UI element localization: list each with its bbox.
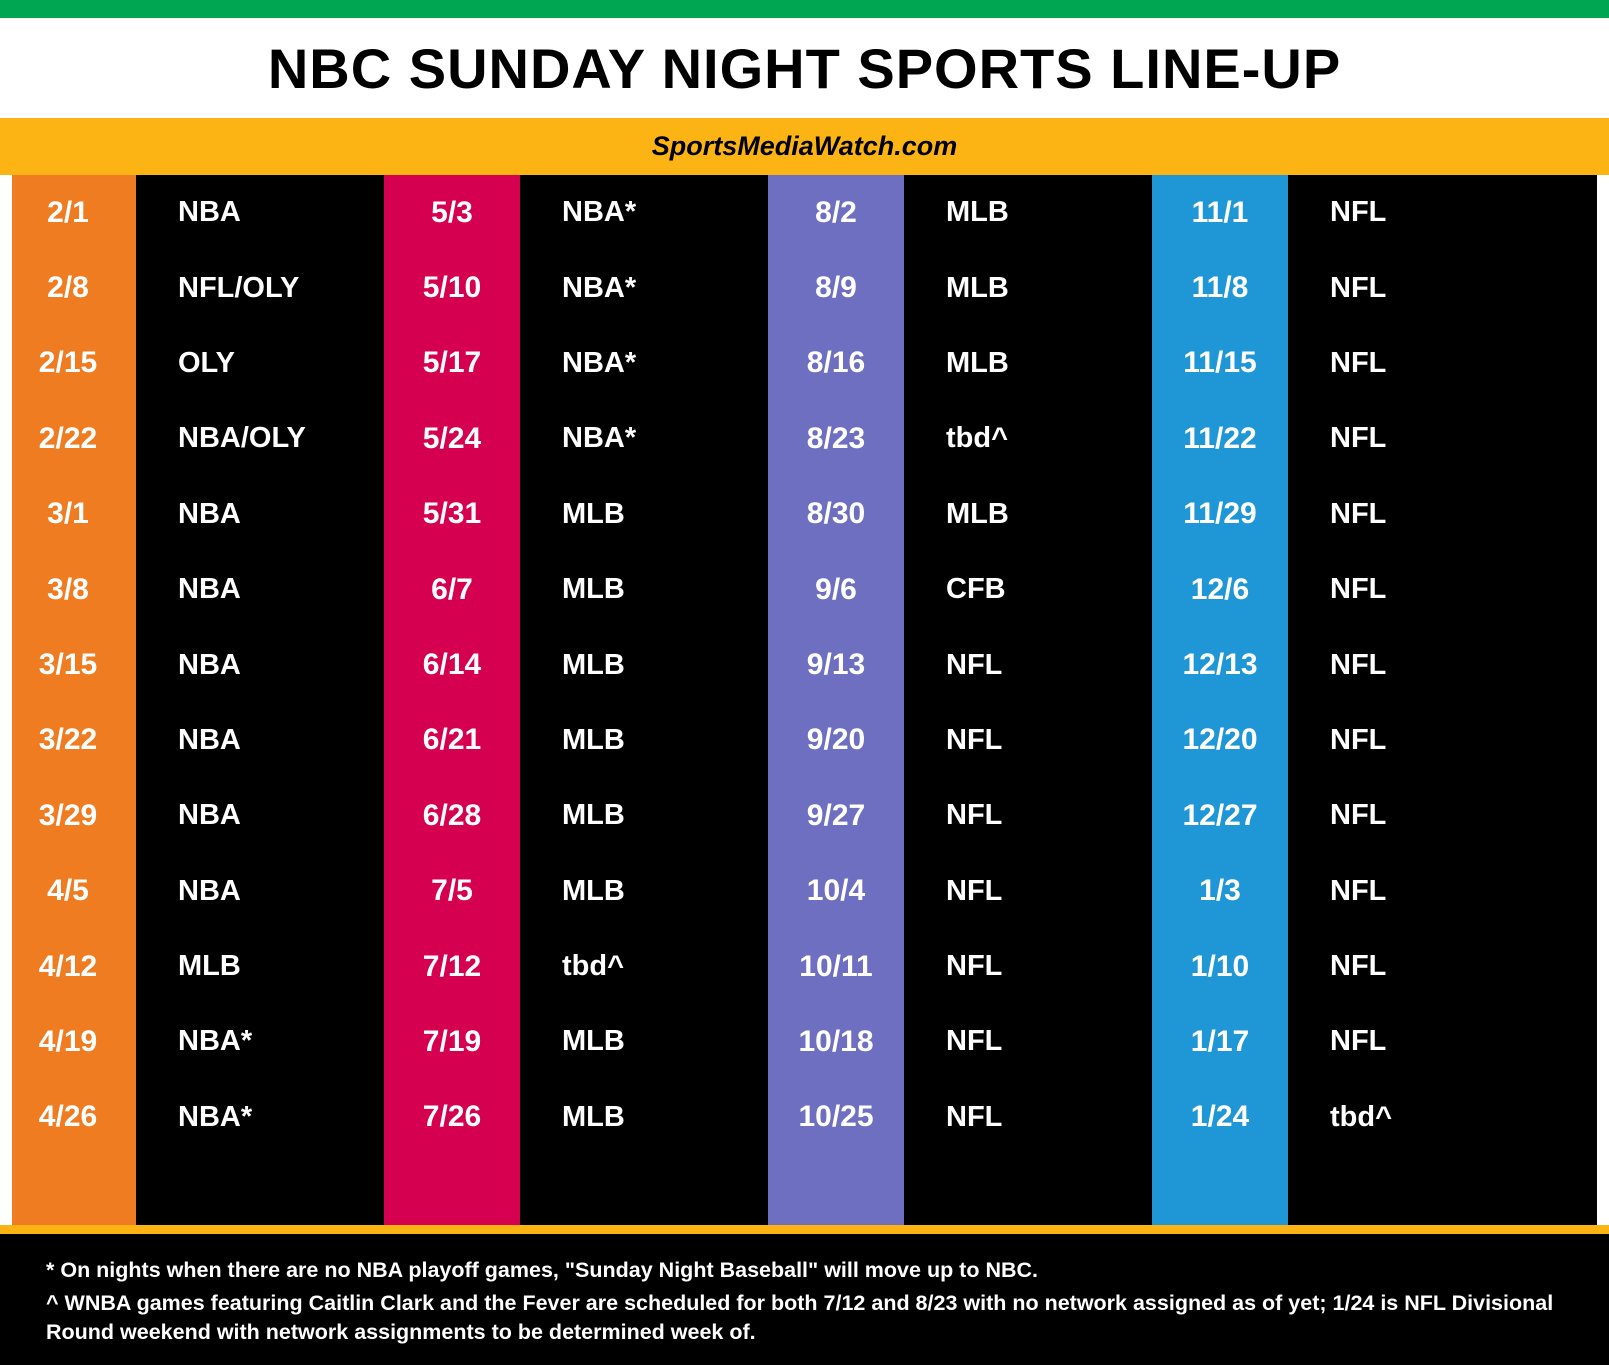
sport-cell: NFL xyxy=(1288,401,1536,476)
date-column-3 xyxy=(768,175,904,1225)
footnotes xyxy=(0,1234,1609,1365)
date-cell: 5/24 xyxy=(422,421,482,455)
sport-cell: OLY xyxy=(136,326,384,401)
sport-cell: MLB xyxy=(904,250,1152,325)
date-cell: 6/7 xyxy=(431,572,473,606)
sport-cell: NFL/OLY xyxy=(136,250,384,325)
date-cell: 3/22 xyxy=(38,723,98,757)
title-band xyxy=(0,18,1609,118)
sport-cell: NFL xyxy=(904,627,1152,702)
date-cell: 5/31 xyxy=(422,497,482,531)
date-cell: 8/2 xyxy=(815,195,857,229)
date-cell: 1/10 xyxy=(1190,949,1250,983)
date-cell: 5/3 xyxy=(431,195,473,229)
date-cell: 8/16 xyxy=(806,346,866,380)
date-cell: 3/29 xyxy=(38,798,98,832)
sport-cell: NBA xyxy=(136,854,384,929)
sport-cell: NBA* xyxy=(520,250,768,325)
date-cell: 12/20 xyxy=(1182,723,1258,757)
date-cell: 9/6 xyxy=(815,572,857,606)
sport-cell: MLB xyxy=(520,1004,768,1079)
sport-cell: MLB xyxy=(136,929,384,1004)
date-cell: 2/1 xyxy=(47,195,89,229)
sport-cell: MLB xyxy=(520,1080,768,1155)
sport-cell: MLB xyxy=(520,477,768,552)
date-cell: 6/21 xyxy=(422,723,482,757)
date-cell: 7/12 xyxy=(422,949,482,983)
date-cell: 10/25 xyxy=(798,1100,874,1134)
sport-cell: NBA* xyxy=(520,401,768,476)
date-cell: 12/13 xyxy=(1182,648,1258,682)
sport-cell: NFL xyxy=(1288,552,1536,627)
date-cell: 1/24 xyxy=(1190,1100,1250,1134)
sport-cell: NFL xyxy=(1288,778,1536,853)
sport-cell: tbd^ xyxy=(1288,1080,1536,1155)
sport-cell: NFL xyxy=(1288,703,1536,778)
date-cell: 7/19 xyxy=(422,1024,482,1058)
sport-cell: MLB xyxy=(520,552,768,627)
date-cell: 10/11 xyxy=(799,949,873,983)
date-cell: 2/22 xyxy=(38,421,98,455)
left-edge-margin xyxy=(0,175,12,1225)
date-cell: 5/17 xyxy=(422,346,482,380)
date-cell: 1/17 xyxy=(1190,1024,1250,1058)
date-cell: 3/15 xyxy=(38,648,98,682)
sport-cell: MLB xyxy=(904,477,1152,552)
sport-cell: NFL xyxy=(1288,929,1536,1004)
sport-cell: NFL xyxy=(904,703,1152,778)
date-column-1 xyxy=(0,175,136,1225)
source-credit: SportsMediaWatch.com xyxy=(651,131,958,161)
sport-cell: MLB xyxy=(904,175,1152,250)
date-cell: 11/15 xyxy=(1183,346,1257,380)
sport-cell: CFB xyxy=(904,552,1152,627)
sport-cell: NBA xyxy=(136,778,384,853)
sport-cell: NFL xyxy=(1288,627,1536,702)
date-cell: 12/27 xyxy=(1182,798,1258,832)
bottom-accent-bar xyxy=(0,1225,1609,1234)
date-column-2 xyxy=(384,175,520,1225)
schedule-grid xyxy=(0,175,1609,1225)
date-cell: 5/10 xyxy=(422,271,482,305)
sport-cell: NBA xyxy=(136,627,384,702)
sport-cell: NFL xyxy=(904,778,1152,853)
sport-cell: MLB xyxy=(904,326,1152,401)
date-cell: 4/19 xyxy=(38,1024,98,1058)
date-cell: 11/22 xyxy=(1183,421,1257,455)
sport-cell: MLB xyxy=(520,627,768,702)
sport-column-2 xyxy=(520,175,768,1225)
sport-cell: MLB xyxy=(520,778,768,853)
sport-cell: NFL xyxy=(904,854,1152,929)
date-cell: 1/3 xyxy=(1199,874,1241,908)
date-cell: 9/13 xyxy=(806,648,866,682)
sport-cell: NFL xyxy=(904,1004,1152,1079)
sport-cell: NFL xyxy=(1288,854,1536,929)
sport-cell: NBA xyxy=(136,175,384,250)
top-accent-bar xyxy=(0,0,1609,18)
date-column-4 xyxy=(1152,175,1288,1225)
date-cell: 8/30 xyxy=(806,497,866,531)
sport-cell: NFL xyxy=(904,929,1152,1004)
sport-column-1 xyxy=(136,175,384,1225)
page-title: NBC SUNDAY NIGHT SPORTS LINE-UP xyxy=(267,36,1342,100)
date-cell: 2/15 xyxy=(38,346,98,380)
sport-cell: NFL xyxy=(1288,250,1536,325)
date-cell: 2/8 xyxy=(47,271,89,305)
date-cell: 12/6 xyxy=(1190,572,1250,606)
sport-cell: NFL xyxy=(1288,1004,1536,1079)
date-cell: 9/20 xyxy=(806,723,866,757)
sport-column-4 xyxy=(1288,175,1536,1225)
date-cell: 10/4 xyxy=(806,874,866,908)
sport-cell: MLB xyxy=(520,703,768,778)
date-cell: 8/9 xyxy=(815,271,857,305)
footnote-asterisk: * On nights when there are no NBA playoff games, "Sunday Night Baseball" will move up to NBC. xyxy=(46,1257,1039,1282)
right-edge-margin xyxy=(1597,175,1609,1225)
sport-cell: NBA xyxy=(136,477,384,552)
date-cell: 3/8 xyxy=(47,572,89,606)
sport-cell: NFL xyxy=(1288,477,1536,552)
source-band xyxy=(0,118,1609,175)
sport-cell: NBA* xyxy=(520,326,768,401)
sport-cell: NBA* xyxy=(520,175,768,250)
date-cell: 7/5 xyxy=(431,874,473,908)
date-cell: 11/8 xyxy=(1191,271,1249,305)
date-cell: 7/26 xyxy=(422,1100,482,1134)
sport-column-3 xyxy=(904,175,1152,1225)
date-cell: 9/27 xyxy=(806,798,866,832)
date-cell: 8/23 xyxy=(806,421,866,455)
footnote-caret: ^ WNBA games featuring Caitlin Clark and the Fever are scheduled for both 7/12 and 8/23 with no network assigned as of yet; 1/24 is NFL Divisional Round weekend with network assignments to be determined week of. xyxy=(46,1290,1554,1344)
date-cell: 11/1 xyxy=(1191,195,1249,229)
sport-cell: NFL xyxy=(1288,326,1536,401)
sport-cell: NBA* xyxy=(136,1080,384,1155)
date-cell: 3/1 xyxy=(47,497,89,531)
date-cell: 4/12 xyxy=(38,949,98,983)
sport-cell: NBA xyxy=(136,552,384,627)
sport-cell: tbd^ xyxy=(904,401,1152,476)
sport-cell: tbd^ xyxy=(520,929,768,1004)
date-cell: 10/18 xyxy=(798,1024,874,1058)
date-cell: 6/14 xyxy=(422,648,482,682)
date-cell: 11/29 xyxy=(1183,497,1257,531)
sport-cell: NFL xyxy=(904,1080,1152,1155)
sport-cell: MLB xyxy=(520,854,768,929)
sport-cell: NBA xyxy=(136,703,384,778)
date-cell: 4/5 xyxy=(47,874,89,908)
date-cell: 6/28 xyxy=(422,798,482,832)
sport-cell: NBA* xyxy=(136,1004,384,1079)
sport-cell: NFL xyxy=(1288,175,1536,250)
sport-cell: NBA/OLY xyxy=(136,401,384,476)
date-cell: 4/26 xyxy=(38,1100,98,1134)
